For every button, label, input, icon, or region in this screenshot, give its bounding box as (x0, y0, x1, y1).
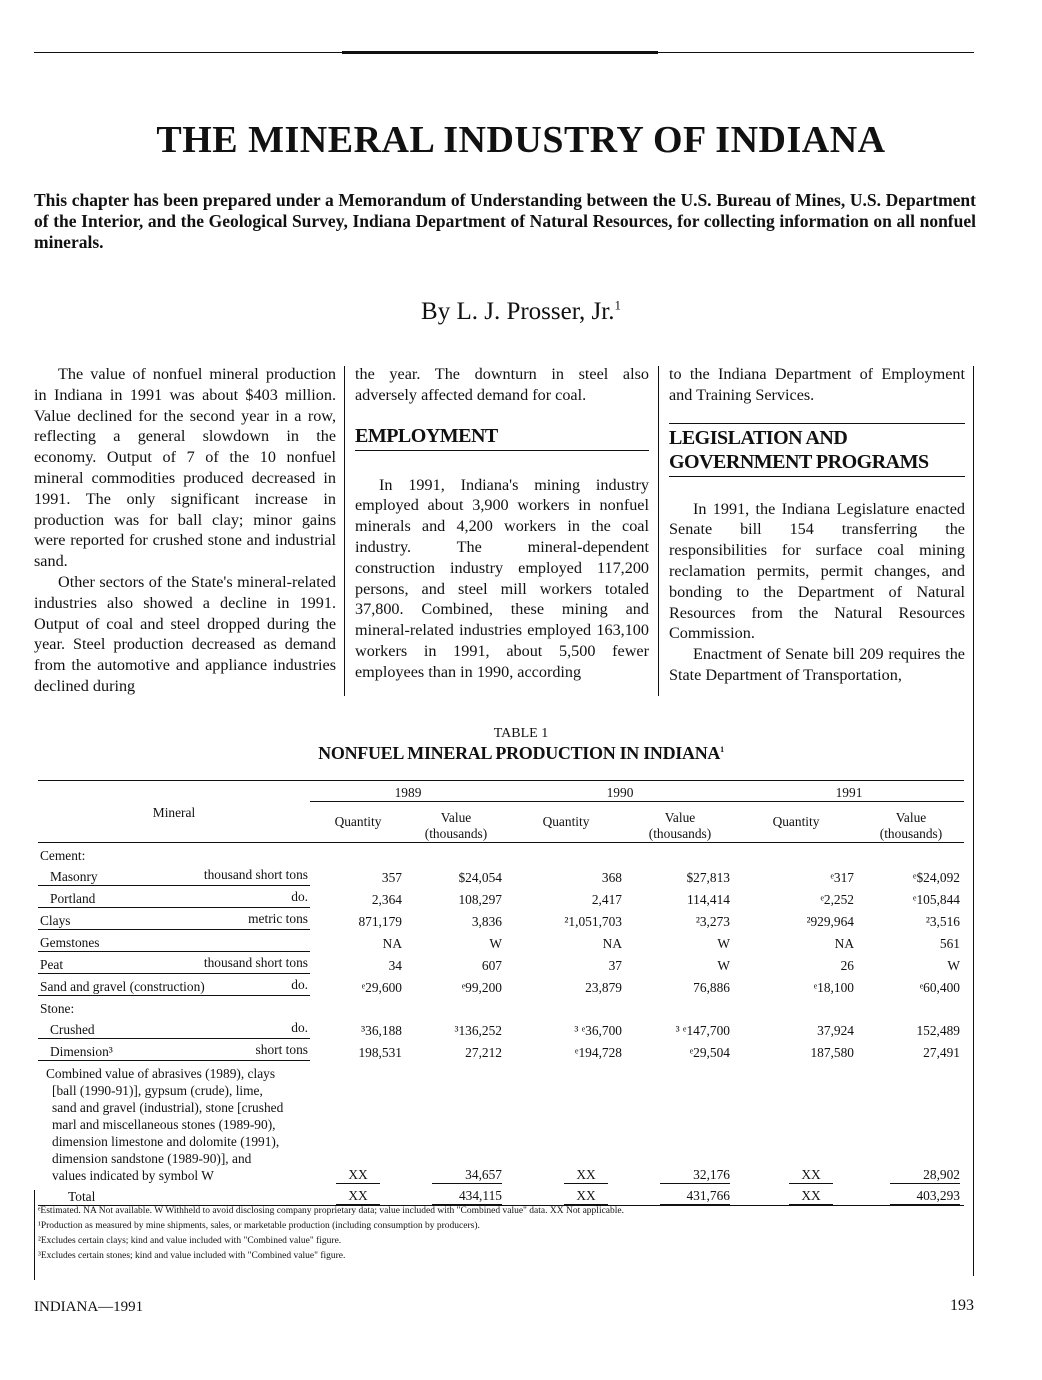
table-row (38, 864, 964, 886)
table-cell: ᵉ2,252 (820, 891, 854, 907)
mineral-name: Masonry (50, 869, 98, 884)
table-cell: 32,176 (660, 1167, 730, 1184)
table-cell: 114,414 (686, 891, 730, 907)
table-cell: XX (336, 1167, 380, 1184)
byline (0, 298, 1042, 326)
mineral-unit: short tons (255, 1042, 308, 1057)
mineral-name: Dimension³ (50, 1044, 113, 1059)
value-header (858, 802, 964, 843)
table-cell: 561 (939, 935, 960, 951)
mineral-name: Crushed (50, 1022, 95, 1037)
table-cell: ²3,273 (695, 913, 730, 929)
table-row (38, 908, 964, 930)
table-cell: 357 (381, 869, 402, 885)
column-divider-right (658, 366, 659, 696)
table-cell: XX (564, 1167, 608, 1184)
mineral-name: Portland (50, 891, 96, 906)
mineral-unit: do. (291, 889, 308, 904)
table-cell: ᵉ317 (830, 869, 854, 885)
page-title: THE MINERAL INDUSTRY OF INDIANA (156, 119, 886, 161)
table-cell: 187,580 (810, 1044, 854, 1060)
table-header-years (38, 783, 964, 802)
value-header-line1: Value (895, 810, 927, 825)
combined-line: [ball (1990-91)], gypsum (crude), lime, (52, 1083, 263, 1098)
value-header-line2: (thousands) (648, 826, 712, 841)
employment-heading: EMPLOYMENT (355, 424, 498, 447)
mineral-cell (38, 1017, 310, 1039)
table-row (38, 1039, 964, 1061)
mineral-cell (38, 908, 310, 930)
table-cell: 28,902 (890, 1167, 960, 1184)
table-cell: 27,491 (923, 1044, 960, 1060)
legislation-heading: LEGISLATION AND GOVERNMENT PROGRAMS (669, 426, 929, 473)
year-header: 1989 (310, 783, 506, 802)
mineral-name: Sand and gravel (construction) (40, 979, 205, 994)
column-divider-left (344, 366, 345, 696)
table-cell: 871,179 (358, 913, 402, 929)
table-cell: 26 (840, 957, 854, 973)
footnote: ¹Production as measured by mine shipments, sales, or marketable production (including consumption by producers). (38, 1221, 480, 1231)
footnote: ᵉEstimated. NA Not available. W Withheld to avoid disclosing company proprietary data; value included with "Combined value" data. XX Not applicable. (38, 1206, 625, 1216)
mineral-unit: metric tons (248, 911, 308, 926)
table-cell: ³36,188 (361, 1022, 402, 1038)
combined-label (38, 1061, 310, 1185)
table-group-row (38, 996, 964, 1018)
table-row (38, 886, 964, 908)
column-2 (355, 364, 649, 683)
mineral-name: Peat (40, 957, 64, 972)
intro-paragraph: This chapter has been prepared under a Memorandum of Understanding between the U.S. Bureau of Mines, U.S. Department of the Interior, and the Geological Survey, Indiana Department of Natural Resources, for collecting information on all nonfuel minerals. (34, 190, 976, 252)
table-cell: ᵉ29,504 (689, 1044, 730, 1060)
table-cell: ᵉ194,728 (575, 1044, 622, 1060)
running-footer: INDIANA—1991 (34, 1299, 144, 1315)
mineral-cell (38, 864, 310, 886)
table-cell: ᵉ105,844 (913, 891, 960, 907)
combined-line: Combined value of abrasives (1989), clays (46, 1066, 276, 1081)
table-cell: XX (336, 1188, 380, 1205)
mineral-name: Clays (40, 913, 71, 928)
mineral-column-header: Mineral (152, 804, 196, 820)
table-title-footnote: 1 (720, 745, 724, 754)
quantity-header: Quantity (772, 814, 820, 829)
paragraph: In 1991, the Indiana Legislature enacted Senate bill 154 transferring the responsibilities for surface coal mining reclamation permits, permit changes, and bonding to the Department of Natural Resources from the Natural Resources Commission. (669, 499, 965, 643)
table-cell: NA (602, 935, 622, 951)
table-cell: 37 (608, 957, 622, 973)
column-3 (669, 364, 965, 686)
paragraph: to the Indiana Department of Employment and Training Services. (669, 365, 965, 404)
combined-line: marl and miscellaneous stones (1989-90), (52, 1117, 276, 1132)
paragraph: the year. The downturn in steel also adversely affected demand for coal. (355, 365, 649, 404)
footnote: ²Excludes certain clays; kind and value included with "Combined value" figure. (38, 1236, 342, 1246)
mineral-cell (38, 1039, 310, 1061)
byline-footnote-mark: 1 (614, 297, 621, 313)
column-1 (34, 364, 336, 697)
table-cell: XX (789, 1188, 833, 1205)
page-edge-right (973, 366, 974, 1276)
combined-line: sand and gravel (industrial), stone [crushed (52, 1100, 284, 1115)
table-group-row (38, 843, 964, 865)
quantity-header: Quantity (542, 814, 590, 829)
table-cell: 37,924 (817, 1022, 854, 1038)
table-cell: 34,657 (432, 1167, 502, 1184)
table-cell: ²929,964 (806, 913, 854, 929)
table-row (38, 952, 964, 974)
table-top-rule (38, 780, 964, 781)
table-cell: 27,212 (465, 1044, 502, 1060)
mineral-unit: thousand short tons (203, 955, 308, 970)
mineral-cell (38, 930, 310, 952)
table-title-text: NONFUEL MINERAL PRODUCTION IN INDIANA (318, 743, 721, 763)
quantity-header: Quantity (334, 814, 382, 829)
table-cell: NA (382, 935, 402, 951)
total-label: Total (68, 1189, 96, 1204)
paragraph: The value of nonfuel mineral production in Indiana in 1991 was about $403 million. Value declined for the second year in a row, reflecting a general slowdown in the economy. Output of 7 of the 10 nonfuel mineral commodities produced decreased in 1991. The only significant increase in production was for ball clay; minor gains were reported for crushed stone and industrial sand. (34, 365, 336, 571)
mineral-cell (38, 952, 310, 974)
mineral-cell (38, 974, 310, 996)
table-cell: ³ ᵉ36,700 (574, 1022, 622, 1038)
mineral-cell (38, 886, 310, 908)
table-cell: W (717, 957, 730, 973)
mineral-unit: do. (291, 1020, 308, 1035)
table-footnotes (38, 1204, 964, 1264)
table-cell: 434,115 (432, 1188, 502, 1205)
table-title (0, 743, 1042, 764)
table-cell: ²3,516 (925, 913, 960, 929)
mineral-name: Gemstones (40, 935, 100, 950)
table-cell: 2,417 (591, 891, 622, 907)
combined-line: dimension sandstone (1989-90)], and (52, 1151, 252, 1166)
table-cell: $27,813 (686, 869, 730, 885)
table-cell: 431,766 (660, 1188, 730, 1205)
combined-line: values indicated by symbol W (52, 1168, 214, 1183)
value-header-line1: Value (664, 810, 696, 825)
table-cell: 76,886 (693, 979, 730, 995)
table-cell: 34 (388, 957, 402, 973)
table-row (38, 930, 964, 952)
paragraph: Other sectors of the State's mineral-related industries also showed a decline in 1991. Output of coal and steel dropped during the year. Steel production decreased as demand from the automotive and appliance industries declined during (34, 572, 336, 695)
group-label: Cement: (40, 848, 86, 863)
table-cell: W (489, 935, 502, 951)
footnote: ³Excludes certain stones; kind and value included with "Combined value" figure. (38, 1251, 346, 1261)
value-header-line1: Value (440, 810, 472, 825)
table-cell: 198,531 (358, 1044, 402, 1060)
top-rule-thick (342, 51, 658, 54)
table-cell: XX (789, 1167, 833, 1184)
table-cell: 368 (601, 869, 622, 885)
production-table (38, 783, 964, 1206)
table-cell: ᵉ99,200 (461, 979, 502, 995)
table-cell: NA (834, 935, 854, 951)
value-header-line2: (thousands) (879, 826, 943, 841)
table-cell: 2,364 (371, 891, 402, 907)
table-cell: ᵉ60,400 (919, 979, 960, 995)
table-cell: 152,489 (916, 1022, 960, 1038)
year-header: 1990 (506, 783, 734, 802)
author: By L. J. Prosser, Jr. (421, 298, 615, 325)
table-cell: 23,879 (585, 979, 622, 995)
table-cell: 607 (481, 957, 502, 973)
table-cell: ᵉ29,600 (361, 979, 402, 995)
value-header (626, 802, 734, 843)
total-row (38, 1184, 964, 1206)
mineral-unit: do. (291, 977, 308, 992)
table-cell: $24,054 (458, 869, 502, 885)
value-header (406, 802, 506, 843)
table-cell: ᵉ18,100 (813, 979, 854, 995)
page-number: 193 (950, 1297, 974, 1314)
table-cell: ᵉ$24,092 (913, 869, 960, 885)
combined-row (38, 1061, 964, 1185)
value-header-line2: (thousands) (424, 826, 488, 841)
mineral-unit: thousand short tons (203, 867, 308, 882)
table-cell: ³136,252 (454, 1022, 502, 1038)
table-cell: 403,293 (890, 1188, 960, 1205)
paragraph: Enactment of Senate bill 209 requires the State Department of Transportation, (669, 645, 965, 684)
year-header: 1991 (734, 783, 964, 802)
table-cell: 108,297 (458, 891, 502, 907)
table-row (38, 1017, 964, 1039)
table-cell: XX (564, 1188, 608, 1205)
table-cell: W (717, 935, 730, 951)
table-cell: ²1,051,703 (564, 913, 622, 929)
paragraph: In 1991, Indiana's mining industry employed about 3,900 workers in nonfuel minerals and 4,200 workers in the coal industry. The mineral-dependent construction industry employed 117,200 persons, and steel mill workers totaled 37,800. Combined, these mining and mineral-related industries employed 163,100 workers in 1991, about 5,500 fewer employees than in 1990, according (355, 475, 649, 681)
page-edge-left (34, 1190, 35, 1280)
combined-line: dimension limestone and dolomite (1991), (52, 1134, 280, 1149)
table-row (38, 974, 964, 996)
group-label: Stone: (40, 1001, 75, 1016)
table-cell: W (947, 957, 960, 973)
table-number: TABLE 1 (493, 726, 549, 741)
table-cell: ³ ᵉ147,700 (675, 1022, 730, 1038)
table-cell: 3,836 (471, 913, 502, 929)
